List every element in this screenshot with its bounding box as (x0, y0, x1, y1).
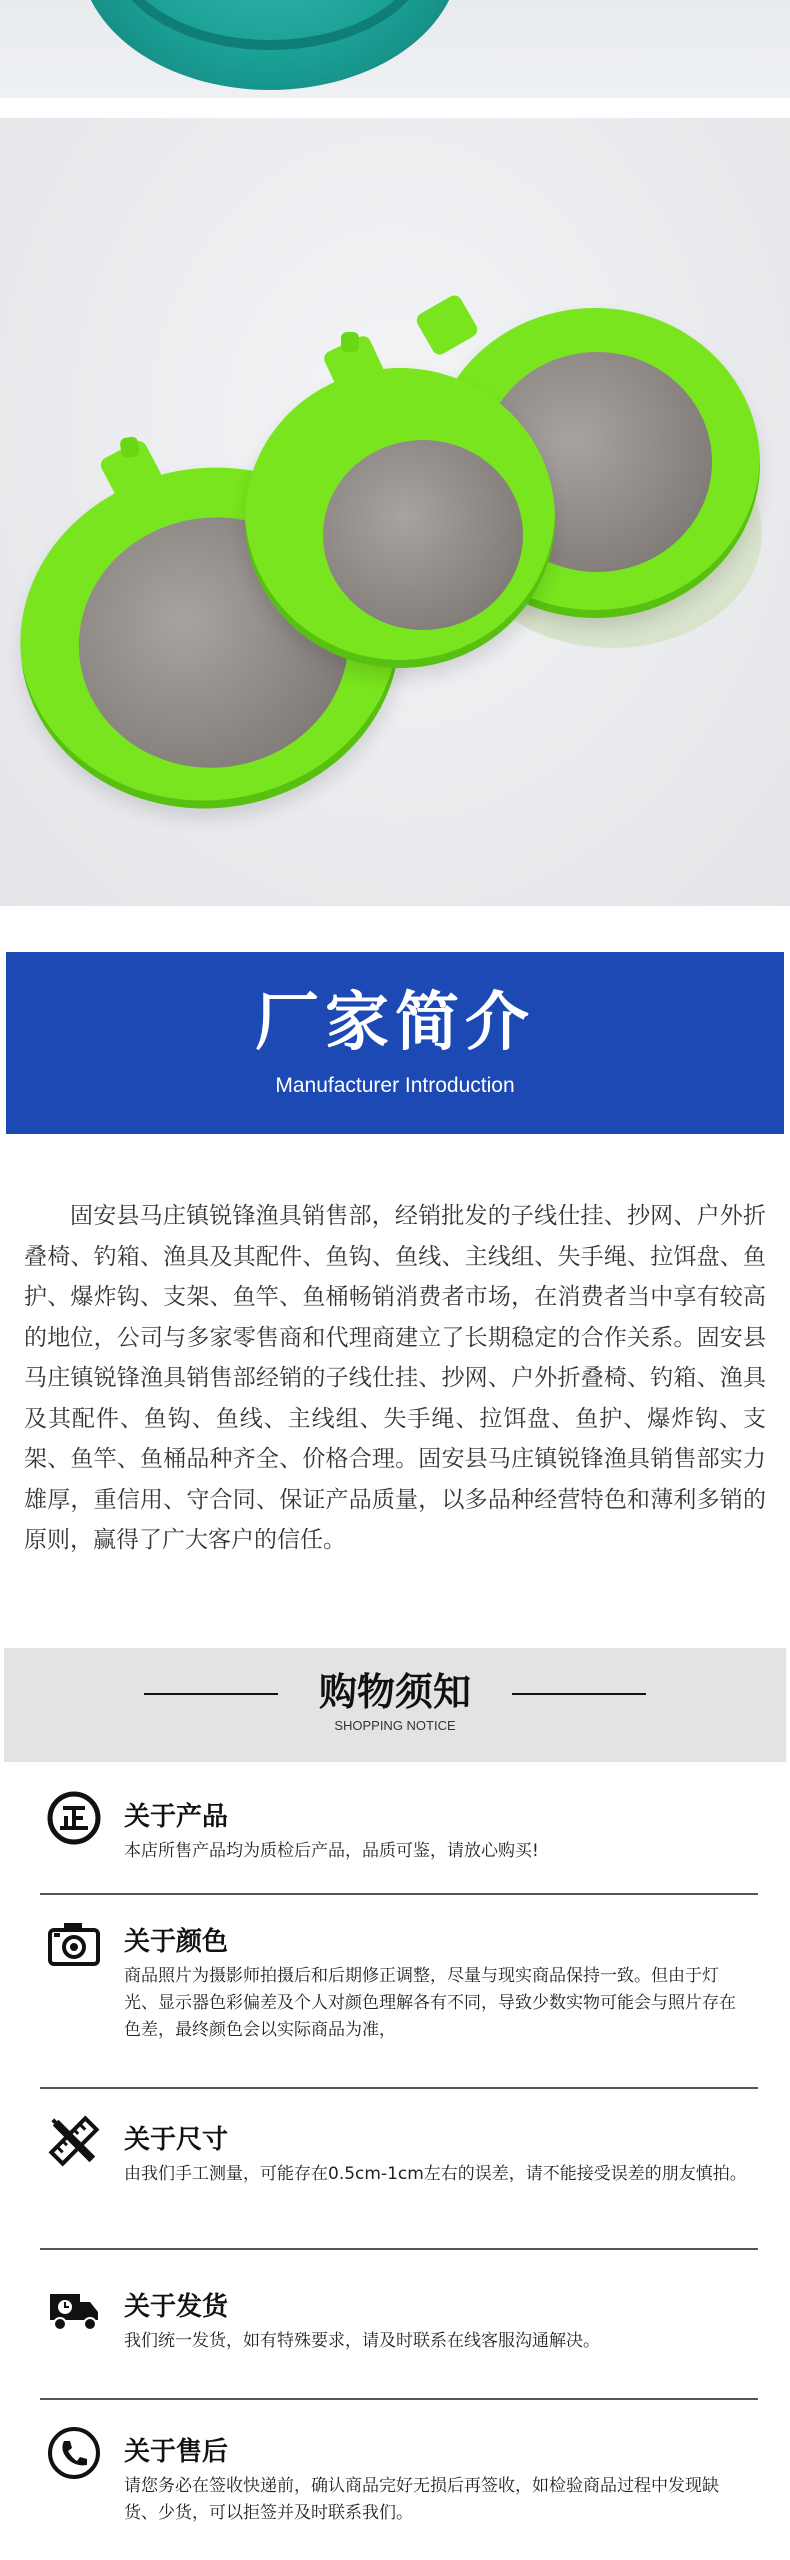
notice-item-after-sales (40, 2425, 750, 2535)
notice-item-desc: 我们统一发货，如有特殊要求，请及时联系在线客服沟通解决。 (124, 2331, 600, 2351)
notice-item-product (40, 1790, 750, 1870)
product-photo-top (0, 0, 790, 98)
notice-item-desc: 请您务必在签收快递前，确认商品完好无损后再签收，如检验商品过程中发现缺货、少货，可以拒签并及时联系我们。 (124, 2476, 719, 2523)
notice-item-title: 关于颜色 (124, 1927, 229, 1957)
tray-tab (414, 293, 480, 358)
camera-icon (46, 1915, 102, 1971)
manufacturer-title: 厂家简介 (255, 986, 535, 1060)
genuine-icon (46, 1790, 102, 1846)
divider (40, 2087, 758, 2089)
notice-item-size (40, 2113, 750, 2223)
notice-item-desc: 本店所售产品均为质检后产品，品质可鉴，请放心购买! (124, 1841, 539, 1861)
notice-item-title: 关于尺寸 (124, 2125, 229, 2155)
tray-peg (119, 436, 140, 458)
notice-item-title: 关于产品 (124, 1802, 229, 1832)
phone-icon (46, 2425, 102, 2481)
manufacturer-banner (6, 952, 784, 1134)
divider (40, 1893, 758, 1895)
notice-item-color (40, 1915, 750, 2045)
manufacturer-intro: 固安县马庄镇锐锋渔具销售部，经销批发的子线仕挂、抄网、户外折叠椅、钓箱、渔具及其配件、鱼钩、鱼线、主线组、失手绳、拉饵盘、鱼护、爆炸钩、支架、鱼竿、鱼桶畅销消费者市场，在消费者当中享有较高的地位，公司与多家零售商和代理商建立了长期稳定的合作关系。固安县马庄镇锐锋渔具销售部经销的子线仕挂、抄网、户外折叠椅、钓箱、渔具及其配件、鱼钩、鱼线、主线组、失手绳、拉饵盘、鱼护、爆炸钩、支架、鱼竿、鱼桶品种齐全、价格合理。固安县马庄镇锐锋渔具销售部实力雄厚，重信用、守合同、保证产品质量，以多品种经营特色和薄利多销的原则，赢得了广大客户的信任。 (24, 1203, 766, 1553)
tray-net (323, 440, 523, 630)
notice-item-shipping (40, 2280, 750, 2360)
manufacturer-subtitle: Manufacturer Introduction (275, 1074, 515, 1097)
product-photo-main (0, 118, 790, 906)
shopping-notice-title: 购物须知 (318, 1670, 471, 1714)
notice-item-desc: 商品照片为摄影师拍摄后和后期修正调整，尽量与现实商品保持一致。但由于灯光、显示器色彩偏差及个人对颜色理解各有不同，导致少数实物可能会与照片存在色差，最终颜色会以实际商品为准， (124, 1966, 736, 2040)
divider (40, 2398, 758, 2400)
shopping-notice-subtitle: SHOPPING NOTICE (334, 1718, 456, 1733)
notice-item-title: 关于售后 (124, 2437, 229, 2467)
green-tray-middle (245, 368, 555, 668)
ruler-icon (46, 2113, 102, 2169)
delivery-truck-icon (46, 2280, 102, 2336)
shopping-notice-banner (4, 1648, 786, 1762)
divider (40, 2248, 758, 2250)
notice-item-title: 关于发货 (124, 2292, 229, 2322)
notice-item-desc: 由我们手工测量，可能存在0.5cm-1cm左右的误差，请不能接受误差的朋友慎拍。 (124, 2164, 747, 2184)
tray-peg (341, 332, 359, 352)
decorative-line (144, 1693, 278, 1695)
decorative-line (512, 1693, 646, 1695)
